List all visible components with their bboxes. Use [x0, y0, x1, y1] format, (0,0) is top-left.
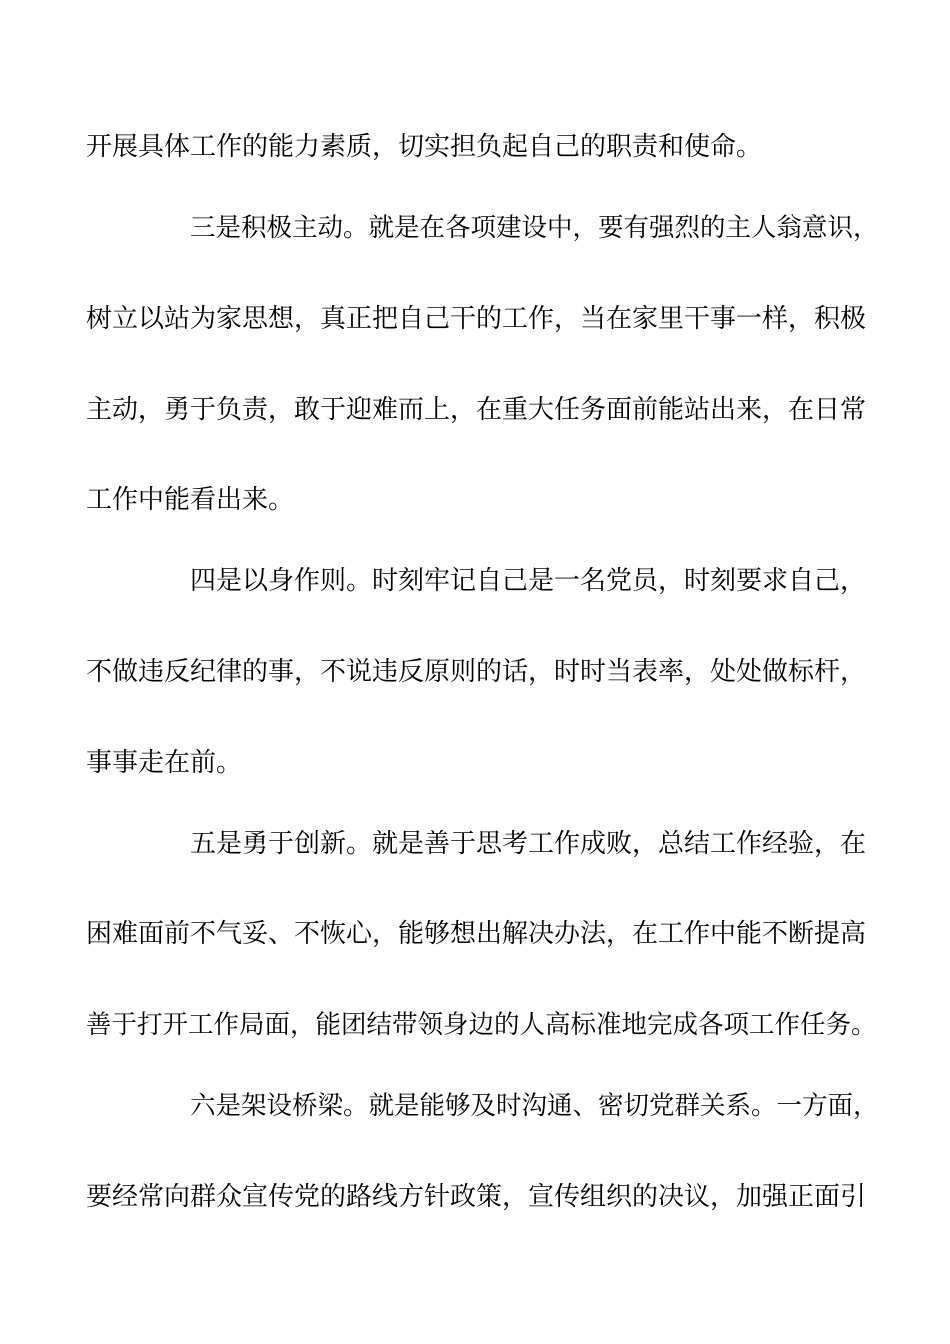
text-line-9: 五是勇于创新。就是善于思考工作成败，总结工作经验，在 [190, 829, 867, 859]
text-line-5: 工作中能看出来。 [86, 485, 295, 515]
text-line-1: 开展具体工作的能力素质，切实担负起自己的职责和使命。 [86, 132, 763, 162]
text-line-7: 不做违反纪律的事，不说违反原则的话，时时当表率，处处做标杆， [86, 657, 867, 687]
text-line-3: 树立以站为家思想，真正把自己干的工作，当在家里干事一样，积极 [86, 304, 867, 334]
text-line-2: 三是积极主动。就是在各项建设中，要有强烈的主人翁意识， [190, 213, 879, 243]
text-line-6: 四是以身作则。时刻牢记自己是一名党员，时刻要求自己， [190, 566, 867, 596]
text-line-4: 主动，勇于负责，敢于迎难而上，在重大任务面前能站出来，在日常 [86, 395, 867, 425]
text-line-10: 困难面前不气妥、不恢心，能够想出解决办法，在工作中能不断提高 [86, 919, 867, 949]
text-line-12: 六是架设桥梁。就是能够及时沟通、密切党群关系。一方面， [190, 1091, 879, 1121]
text-line-13: 要经常向群众宣传党的路线方针政策，宣传组织的决议，加强正面引 [86, 1182, 867, 1212]
text-line-8: 事事走在前。 [86, 748, 243, 778]
text-line-11: 善于打开工作局面，能团结带领身边的人高标准地完成各项工作任务。 [86, 1010, 877, 1040]
